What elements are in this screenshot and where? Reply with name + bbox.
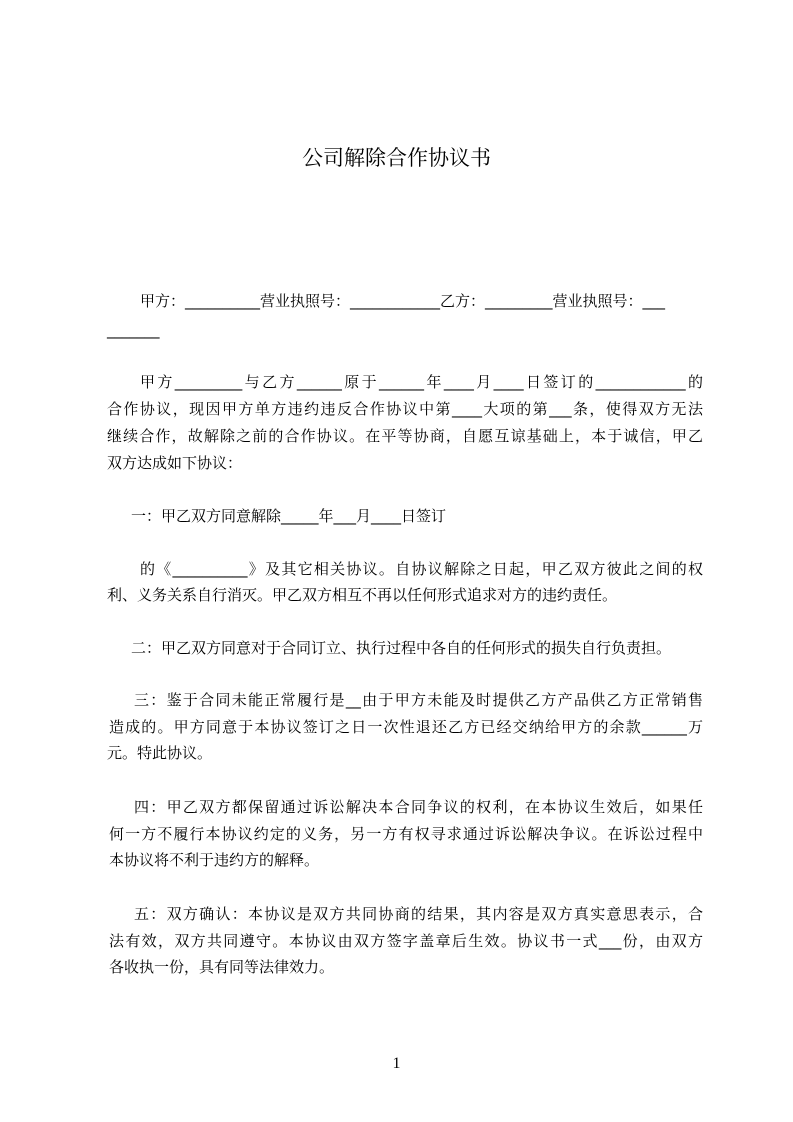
intro-line-4: 双方达成如下协议：: [107, 454, 243, 472]
parties-line-1: 甲方：__________营业执照号：____________乙方：_________营业执照号：___: [140, 292, 666, 310]
clause-3-line-3: 元。特此协议。: [107, 744, 213, 762]
clause-5-line-3: 各收执一份，具有同等法律效力。: [109, 958, 335, 976]
parties-line-2: _______: [107, 321, 160, 339]
clause-5-line-1: 五：双方确认：本协议是双方共同协商的结果，其内容是双方真实意思表示，合: [134, 905, 703, 923]
page-number: 1: [392, 1055, 401, 1072]
clause-1-line-1: 的《__________》及其它相关协议。自协议解除之日起，甲乙双方彼此之间的权: [140, 560, 703, 578]
clause-4-line-3: 本协议将不利于违约方的解释。: [109, 851, 320, 869]
intro-line-1: 甲方_________与乙方______原于______年____月____日签订的____________的: [140, 373, 703, 391]
clause-5-line-2: 法有效，双方共同遵守。本协议由双方签字盖章后生效。协议书一式___份，由双方: [109, 932, 703, 950]
clause-1-line-2: 利、义务关系自行消灭。甲乙双方相互不再以任何形式追求对方的违约责任。: [107, 586, 618, 604]
clause-4-line-2: 何一方不履行本协议约定的义务，另一方有权寻求通过诉讼解决争议。在诉讼过程中: [109, 825, 703, 843]
intro-line-3: 继续合作，故解除之前的合作协议。在平等协商，自愿互谅基础上，本于诚信，甲乙: [107, 427, 703, 445]
clause-2: 二：甲乙双方同意对于合同订立、执行过程中各自的任何形式的损失自行负责担。: [131, 639, 672, 657]
clause-1-heading: 一：甲乙双方同意解除_____年___月____日签订: [131, 507, 447, 525]
document-title: 公司解除合作协议书: [302, 146, 491, 170]
clause-3-line-1: 三：鉴于合同未能正常履行是__由于甲方未能及时提供乙方产品供乙方正常销售: [134, 691, 703, 709]
clause-4-line-1: 四：甲乙双方都保留通过诉讼解决本合同争议的权利，在本协议生效后，如果任: [134, 798, 703, 816]
clause-3-line-2: 造成的。甲方同意于本协议签订之日一次性退还乙方已经交纳给甲方的余款______万: [109, 718, 703, 736]
intro-line-2: 合作协议，现因甲方单方违约违反合作协议中第____大项的第___条，使得双方无法: [107, 400, 703, 418]
